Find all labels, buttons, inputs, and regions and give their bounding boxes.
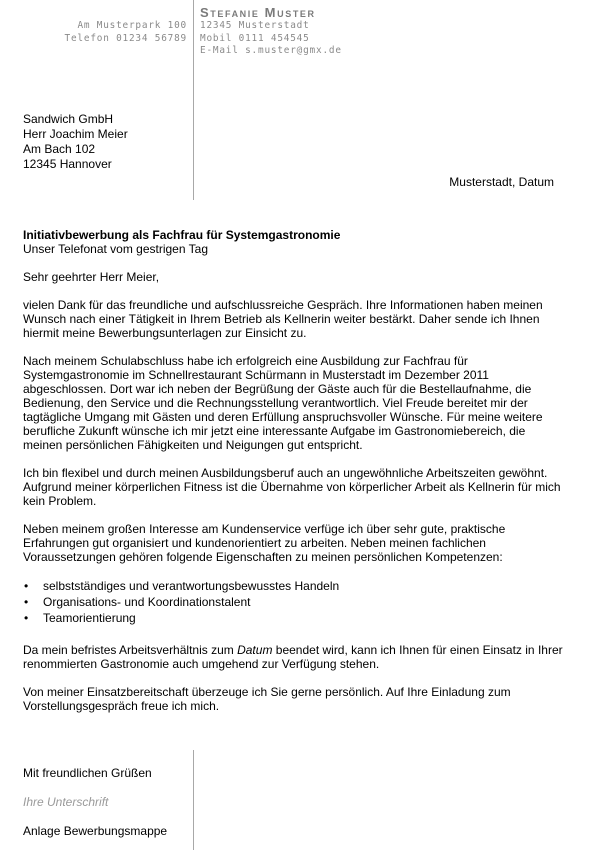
sender-mobile: Mobil 0111 454545 (200, 32, 310, 44)
paragraph-education: Nach meinem Schulabschluss habe ich erfolgreich eine Ausbildung zur Fachfrau für Systemgastronomie im Schnellrestaurant Schürmann in Musterstadt im Dezember 2011 abgeschlossen. Dort war ich neben der Begrüßung der Gäste auch für die Bestellaufnahme, die Bedienung, den Service und die Rechnungsstellung verantwortlich. Viel Freude bereitet mir der tagtägliche Umgang mit Gästen und deren Erfüllung anspruchsvoller Wünsche. Für meine weitere berufliche Zukunft wünsche ich mir jetzt eine interessante Aufgabe im Gastronomiebereich, die meinen persönlichen Fähigkeiten und Neigungen gut entspricht. (23, 354, 543, 452)
recipient-city: 12345 Hannover (23, 157, 112, 171)
bullet-icon: • (24, 595, 29, 609)
signature-placeholder: Ihre Unterschrift (23, 795, 109, 809)
recipient-address (23, 112, 128, 172)
skill-label: Teamorientierung (43, 611, 136, 625)
bullet-icon: • (24, 579, 29, 593)
skill-label: Organisations- und Koordinationstalent (43, 595, 251, 609)
recipient-company: Sandwich GmbH (23, 112, 114, 126)
header-divider-line (193, 0, 194, 200)
paragraph-flexibility: Ich bin flexibel und durch meinen Ausbildungsberuf auch an ungewöhnliche Arbeitszeiten gewöhnt. Aufgrund meiner körperlichen Fitness ist die Übernahme von körperlicher Arbeit als Kellnerin für mich kein Problem. (23, 466, 561, 508)
skill-label: selbstständiges und verantwortungsbewusstes Handeln (43, 579, 340, 593)
paragraph-competencies: Neben meinem großen Interesse am Kundenservice verfüge ich über sehr gute, praktische Erfahrungen gut organisiert und kundenorientiert zu arbeiten. Neben meinen fachlichen Voraussetzungen gehören folgende Eigenschaften zu meinen persönlichen Kompetenzen: (23, 522, 506, 564)
list-item (23, 594, 563, 610)
recipient-street: Am Bach 102 (23, 142, 96, 156)
sender-address-block (65, 20, 187, 45)
list-item (23, 610, 563, 626)
reference-line: Unser Telefonat vom gestrigen Tag (23, 242, 208, 256)
availability-text-before: Da mein befristes Arbeitsverhältnis zum (23, 643, 238, 657)
skills-list (23, 578, 563, 626)
subject-line: Initiativbewerbung als Fachfrau für Systemgastronomie (23, 228, 341, 242)
recipient-contact: Herr Joachim Meier (23, 127, 128, 141)
sender-city: 12345 Musterstadt (200, 20, 310, 31)
sender-phone: Telefon 01234 56789 (64, 32, 187, 44)
bullet-icon: • (24, 611, 29, 625)
sender-street: Am Musterpark 100 (77, 20, 187, 31)
sender-contact-block (200, 20, 342, 58)
enclosure-note: Anlage Bewerbungsmappe (23, 824, 168, 838)
letter-body (23, 228, 563, 727)
sender-name: Stefanie Muster (200, 5, 316, 20)
closing-phrase: Mit freundlichen Grüßen (23, 766, 152, 780)
sender-email: E-Mail s.muster@gmx.de (200, 45, 342, 56)
availability-date-placeholder: Datum (237, 643, 273, 657)
paragraph-availability (23, 643, 563, 671)
salutation: Sehr geehrter Herr Meier, (23, 270, 160, 284)
paragraph-thanks: vielen Dank für das freundliche und aufschlussreiche Gespräch. Ihre Informationen haben meinen Wunsch nach einer Tätigkeit in Ihrem Betrieb als Kellnerin weiter bestärkt. Daher sende ich Ihnen hiermit meine Bewerbungsunterlagen zur Einsicht zu. (23, 298, 543, 340)
footer-divider-line (193, 750, 194, 850)
paragraph-closing-remark: Von meiner Einsatzbereitschaft überzeuge ich Sie gerne persönlich. Auf Ihre Einladung zum Vorstellungsgespräch freue ich mich. (23, 685, 511, 713)
place-date: Musterstadt, Datum (449, 175, 554, 189)
list-item (23, 578, 563, 594)
availability-text-after: beendet wird, kann ich Ihnen für einen Einsatz in Ihrer renommierten Gastronomie auch umgehend zur Verfügung stehen. (23, 643, 563, 671)
